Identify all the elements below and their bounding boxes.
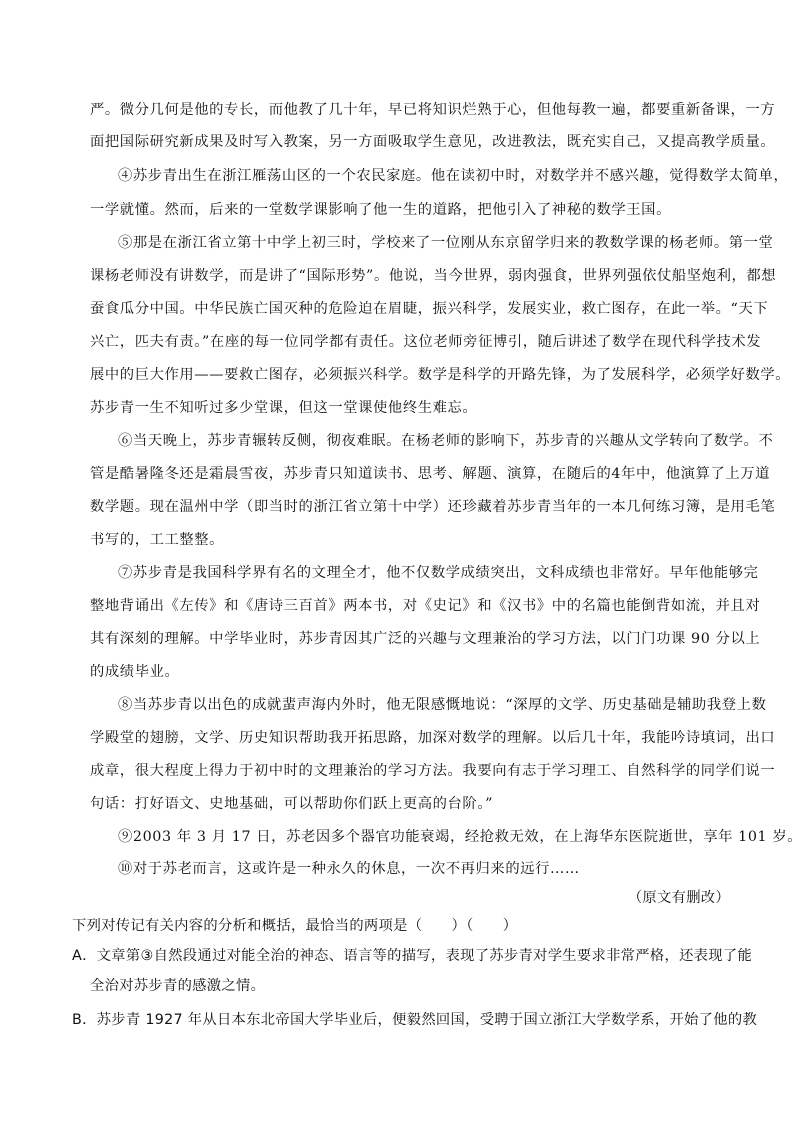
text-line: 苏步青一生不知听过多少堂课，但这一堂课使他终生难忘。 — [90, 400, 478, 416]
text-line: 蚕食瓜分中国。中华民族亡国灭种的危险迫在眉睫，振兴科学，发展实业，救亡图存，在此一举。“天下 — [90, 301, 769, 317]
text-line: ⑧当苏步青以出色的成就蜚声海内外时，他无限感慨地说：“深厚的文学、历史基础是辅助我登上数 — [118, 697, 767, 713]
text-line: ⑨2003 年 3 月 17 日，苏老因多个器官功能衰竭，经抢救无效，在上海华东医院逝世，享年 101 岁。 — [118, 829, 802, 845]
text-line: 管是酷暑隆冬还是霜晨雪夜，苏步青只知道读书、思考、解题、演算，在随后的4年中，他演算了上万道 — [90, 466, 771, 482]
text-line: 面把国际研究新成果及时写入教案，另一方面吸取学生意见，改进教法，既充实自己，又提高教学质量。 — [90, 134, 776, 150]
text-line: ④苏步青出生在浙江雁荡山区的一个农民家庭。他在读初中时，对数学并不感兴趣，觉得数学太简单， — [118, 168, 789, 184]
text-line: 书写的，工工整整。 — [90, 532, 225, 548]
text-line: 课杨老师没有讲数学，而是讲了“国际形势”。他说，当今世界，弱肉强食，世界列强依仗船坚炮利，都想 — [90, 268, 777, 284]
text-line: ⑥当天晚上，苏步青辗转反侧，彻夜难眠。在杨老师的影响下，苏步青的兴趣从文学转向了数学。不 — [118, 433, 774, 449]
text-line: 的成绩毕业。 — [90, 664, 180, 680]
text-line: 展中的巨大作用——要救亡图存，必须振兴科学。数学是科学的开路先锋，为了发展科学，必须学好数学。 — [90, 367, 791, 383]
text-line: 兴亡，匹夫有责。”在座的每一位同学都有责任。这位老师旁征博引，随后讲述了数学在现代科学技术发 — [90, 334, 762, 350]
text-line: 句话：打好语文、史地基础，可以帮助你们跃上更高的台阶。” — [90, 796, 493, 812]
text-line: ⑦苏步青是我国科学界有名的文理全才，他不仅数学成绩突出，文科成绩也非常好。早年他能够完 — [118, 565, 759, 581]
source-note: （原文有删改） — [627, 890, 730, 906]
text-line: 成章，很大程度上得力于初中时的文理兼治的学习方法。我要向有志于学习理工、自然科学的同学们说一 — [90, 763, 776, 779]
text-line: 整地背诵出《左传》和《唐诗三百首》两本书，对《史记》和《汉书》中的名篇也能倒背如流，并且对 — [90, 598, 761, 614]
text-line: 数学题。现在温州中学（即当时的浙江省立第十中学）还珍藏着苏步青当年的一本几何练习簿，是用毛笔 — [90, 499, 776, 515]
text-line: 严。微分几何是他的专长，而他教了几十年，早已将知识烂熟于心，但他每教一遍，都要重新备课，一方 — [90, 102, 776, 118]
option-a: A．文章第③自然段通过对能全治的神态、语言等的描写，表现了苏步青对学生要求非常严格，还表现了能 — [72, 948, 753, 964]
option-a-continued: 全治对苏步青的感激之情。 — [90, 978, 266, 994]
question-stem: 下列对传记有关内容的分析和概括，最恰当的两项是（ ）（ ） — [72, 918, 518, 934]
text-line: 学殿堂的翅膀，文学、历史知识帮助我开拓思路，加深对数学的理解。以后几十年，我能吟诗填词，出口 — [90, 730, 776, 746]
option-b: B．苏步青 1927 年从日本东北帝国大学毕业后，便毅然回国，受聘于国立浙江大学数学系，开始了他的教 — [72, 1012, 758, 1028]
text-line: ⑤那是在浙江省立第十中学上初三时，学校来了一位刚从东京留学归来的教数学课的杨老师。第一堂 — [118, 235, 774, 251]
text-line: 一学就懂。然而，后来的一堂数学课影响了他一生的道路，把他引入了神秘的数学王国。 — [90, 202, 671, 218]
text-line: 其有深刻的理解。中学毕业时，苏步青因其广泛的兴趣与文理兼治的学习方法，以门门功课 90 分以上 — [90, 631, 761, 647]
text-line: ⑩对于苏老而言，这或许是一种永久的休息，一次不再归来的远行…… — [118, 861, 580, 877]
